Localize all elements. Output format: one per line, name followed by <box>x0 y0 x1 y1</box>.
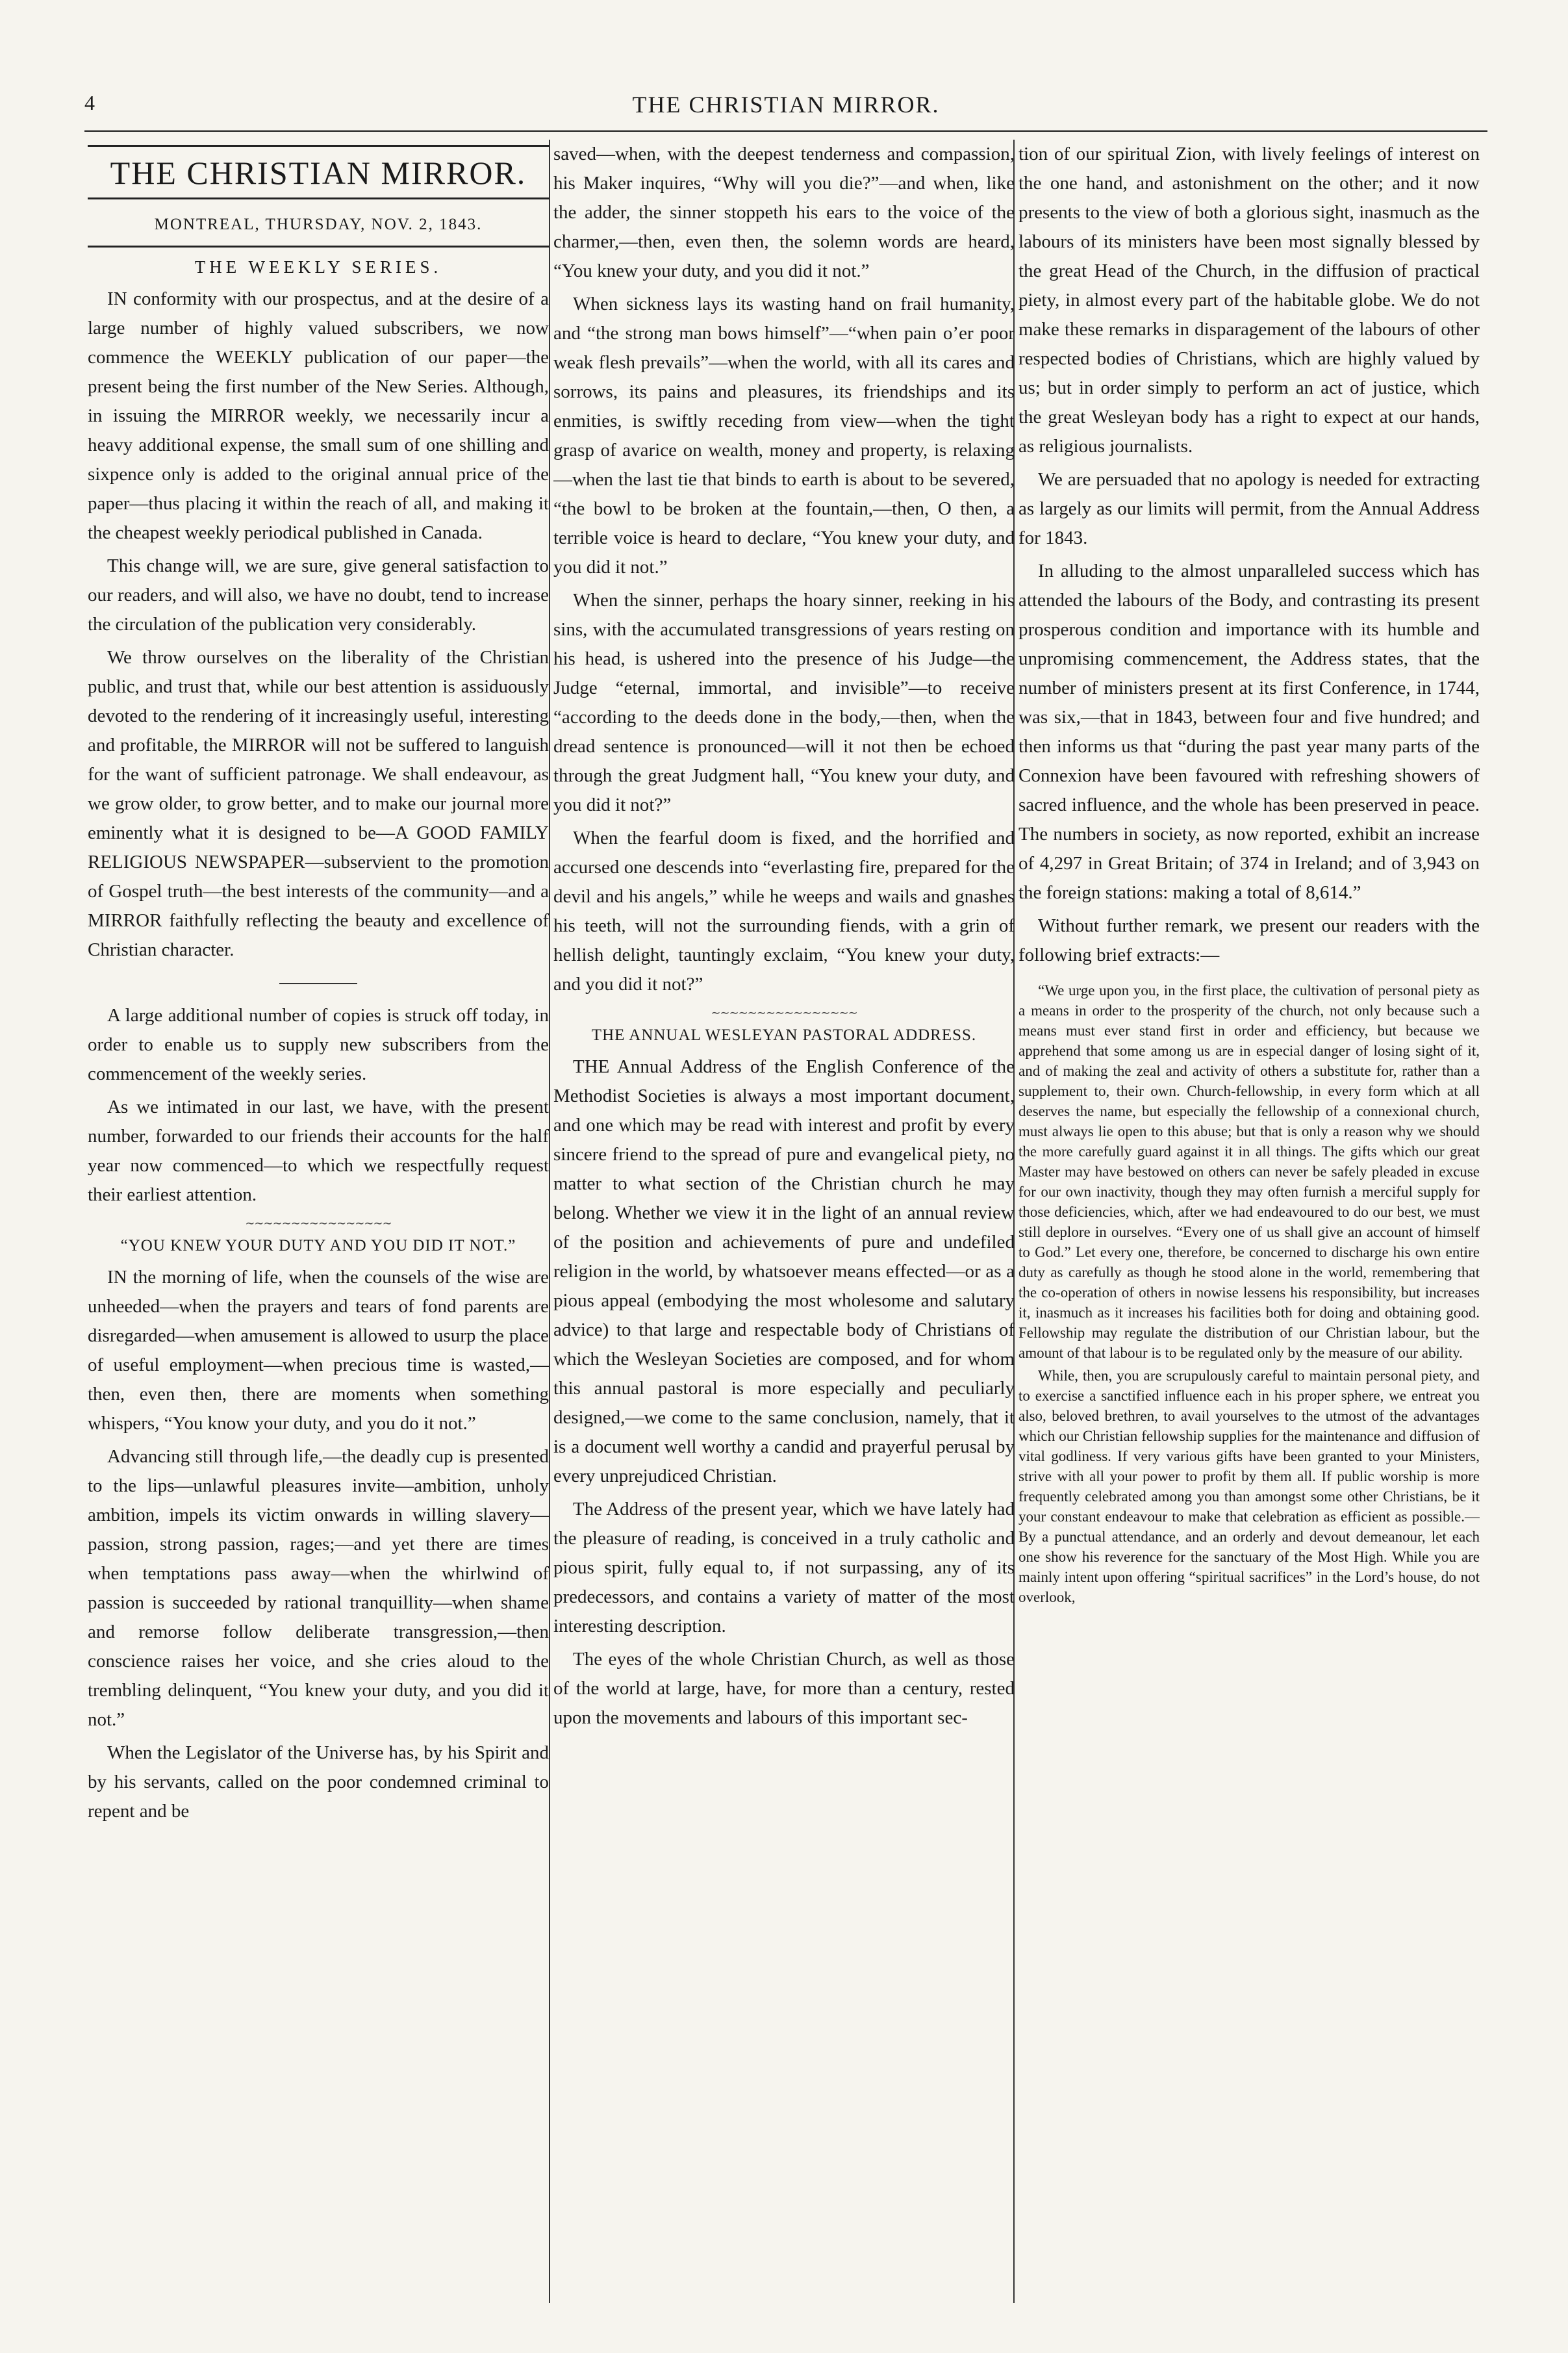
separator-rule <box>279 983 357 984</box>
dateline-rule <box>88 246 549 248</box>
paragraph: Advancing still through life,—the deadly cup is presented to the lips—unlawful pleasures invite—ambition, unholy ambition, impels its victim onwards in willing slavery—passion, strong passion, rages;—and yet there are times when temptations pass away—when the whirlwind of passion is succeeded by rational tranquillity—when shame and remorse follow deliberate transgression,—then conscience raises her voice, and she cries aloud to the trembling delinquent, “You knew your duty, and you did it not.” <box>88 1446 549 1730</box>
paragraph: When sickness lays its wasting hand on frail humanity, and “the strong man bows himself”—“when pain o’er poor weak flesh prevails”—when the world, with all its cares and sorrows, its pains and pleasures, its friendships and its enmities, is swiftly receding from view—when the tight grasp of avarice on wealth, money and property, is relaxing—when the last tie that binds to earth is about to be severed, “the bowl to be broken at the fountain,—then, O then, a terrible voice is heard to declare, “You knew your duty, and you did it not.” <box>553 294 1015 578</box>
header-rule <box>84 130 1487 132</box>
ornamental-rule: ∼∼∼∼∼∼∼∼∼∼∼∼∼∼∼∼ <box>711 1006 857 1019</box>
article-heading: THE ANNUAL WESLEYAN PASTORAL ADDRESS. <box>591 1026 977 1044</box>
paragraph: When the Legislator of the Universe has, by his Spirit and by his servants, called on the poor condemned criminal to repent and be <box>88 1742 549 1822</box>
paragraph: The eyes of the whole Christian Church, as well as those of the world at large, have, for more than a century, rested upon the movements and labours of this important sec- <box>553 1649 1015 1728</box>
page-header <box>84 91 1487 130</box>
column-2 <box>553 140 1015 2303</box>
column-3 <box>1018 140 1480 2303</box>
masthead: THE CHRISTIAN MIRROR. <box>110 155 527 191</box>
column-divider <box>549 140 550 2303</box>
paragraph: We are persuaded that no apology is needed for extracting as largely as our limits will permit, from the Annual Address for 1843. <box>1018 469 1480 548</box>
article-heading: “YOU KNEW YOUR DUTY AND YOU DID IT NOT.” <box>120 1237 516 1254</box>
paragraph: We throw ourselves on the liberality of the Christian public, and trust that, while our best attention is assiduously devoted to the rendering of it increasingly useful, interesting and profitable, the MIRROR will not be suffered to languish for the want of sufficient patronage. We shall endeavour, as we grow older, to grow better, and to make our journal more eminently what it is designed to be—A GOOD FAMILY RELIGIOUS NEWSPAPER—subservient to the promotion of Gospel truth—the best interests of the community—and a MIRROR faithfully reflecting the beauty and excellence of Christian character. <box>88 647 549 960</box>
masthead-rule <box>88 145 549 147</box>
paragraph: When the sinner, perhaps the hoary sinner, reeking in his sins, with the accumulated transgressions of years resting on his head, is ushered into the presence of his Judge—the Judge “eternal, immortal, and invisible”—to receive “according to the deeds done in the body,—then, when the dread sentence is pronounced—will it not then be echoed through the great Judgment hall, “You knew your duty, and you did it not?” <box>553 590 1015 815</box>
paragraph: IN conformity with our prospectus, and at the desire of a large number of highly valued subscribers, we now commence the WEEKLY publication of our paper—the present being the first number of the New Series. Although, in issuing the MIRROR weekly, we necessarily incur a heavy additional expense, the small sum of one shilling and sixpence only is added to the original annual price of the paper—thus placing it within the reach of all, and making it the cheapest weekly periodical published in Canada. <box>88 288 549 543</box>
ornamental-rule: ∼∼∼∼∼∼∼∼∼∼∼∼∼∼∼∼ <box>245 1217 392 1230</box>
paragraph: When the fearful doom is fixed, and the horrified and accursed one descends into “everlasting fire, prepared for the devil and his angels,” while he weeps and wails and gnashes his teeth, will not the surrounding fiends, with a grin of hellish delight, tauntingly exclaim, “You knew your duty, and you did it not?” <box>553 828 1015 995</box>
extract-paragraph: While, then, you are scrupulously careful to maintain personal piety, and to exercise a sanctified influence each in his proper sphere, we entreat you also, beloved brethren, to avail yourselves to the utmost of the advantages which our Christian fellowship supplies for the maintenance and diffusion of vital godliness. If very various gifts have been granted to your Ministers, strive with all your power to profit by them all. If public worship is more frequently celebrated among you than amongst some other Christians, be it your constant endeavour to make that celebration as efficient as possible.—By a punctual attendance, and an orderly and devout demeanour, let each one show his reverence for the sanctuary of the Most High. While you are mainly intent upon offering “spiritual sacrifices” in the Lord’s house, do not overlook, <box>1018 1367 1480 1605</box>
paragraph: saved—when, with the deepest tenderness and compassion, his Maker inquires, “Why will you die?”—and when, like the adder, the sinner stoppeth his ears to the voice of the charmer,—then, even then, the solemn words are heard, “You knew your duty, and you did it not.” <box>553 144 1015 281</box>
extract-block <box>1018 980 1480 1607</box>
column-1 <box>88 140 549 2303</box>
paragraph: A large additional number of copies is struck off today, in order to enable us to supply new subscribers from the commencement of the weekly series. <box>88 1005 549 1084</box>
page-number: 4 <box>84 91 95 114</box>
section-heading: THE WEEKLY SERIES. <box>194 257 442 277</box>
paragraph: The Address of the present year, which we have lately had the pleasure of reading, is conceived in a truly catholic and pious spirit, fully equal to, if not surpassing, any of its predecessors, and contains a variety of matter of the most interesting description. <box>553 1499 1015 1636</box>
paragraph: IN the morning of life, when the counsels of the wise are unheeded—when the prayers and tears of fond parents are disregarded—when amusement is allowed to usurp the place of useful employment—when precious time is wasted,—then, even then, there are moments when something whispers, “You know your duty, and you do it not.” <box>88 1267 549 1434</box>
paragraph: tion of our spiritual Zion, with lively feelings of interest on the one hand, and astonishment on the other; and it now presents to the view of both a glorious sight, inasmuch as the labours of its ministers have been most signally blessed by the great Head of the Church, in the diffusion of practical piety, in almost every part of the habitable globe. We do not make these remarks in disparagement of the labours of other respected bodies of Christians, which are highly valued by us; but in order simply to perform an act of justice, which the great Wesleyan body has a right to expect at our hands, as religious journalists. <box>1018 144 1480 457</box>
dateline: MONTREAL, THURSDAY, NOV. 2, 1843. <box>154 216 483 233</box>
paragraph: As we intimated in our last, we have, with the present number, forwarded to our friends their accounts for the half year now commenced—to which we respectfully request their earliest attention. <box>88 1097 549 1205</box>
running-title: THE CHRISTIAN MIRROR. <box>632 92 940 118</box>
extract-paragraph: “We urge upon you, in the first place, the cultivation of personal piety as a means in order to the prosperity of the church, not only because such a means must ever stand first in order and efficiency, but because we apprehend that some among us are in especial danger of losing sight of it, and of making the zeal and activity of others a substitute for, rather than a supplement to, their own. Church-fellowship, in every form which at all deserves the name, but especially the fellowship of a connexional church, must always lie open to this abuse; but that is only a reason why we should the more carefully guard against it in all things. The gifts which our great Master may have bestowed on others can never be safely pleaded in excuse for our own inactivity, though they may often furnish a merciful supply for those deficiencies, which, after we had endeavoured to do our best, we must still deplore in ourselves. “Every one of us shall give an account of himself to God.” Let every one, therefore, be concerned to discharge his own entire duty as carefully as though he stood alone in the world, remembering that the co-operation of others in nowise lessens his responsibility, but increases it, inasmuch as it increases his facilities both for doing and obtaining good. Fellowship may regulate the distribution of our Christian labour, but the amount of that labour is to be regulated only by the measure of our ability. <box>1018 982 1480 1361</box>
masthead-rule <box>88 197 549 199</box>
paragraph: This change will, we are sure, give general satisfaction to our readers, and will also, we have no doubt, tend to increase the circulation of the publication very considerably. <box>88 555 549 635</box>
paragraph: THE Annual Address of the English Conference of the Methodist Societies is always a most important document, and one which may be read with interest and profit by every sincere friend to the spread of pure and evangelical piety, no matter to what section of the Christian church he may belong. Whether we view it in the light of an annual review of the position and achievements of pure and undefiled religion in the world, by whatsoever means effected—or as a pious appeal (embodying the most wholesome and salutary advice) to that large and respectable body of Christians of which the Wesleyan Societies are composed, and for whom this annual pastoral is more especially and peculiarly designed,—we come to the same conclusion, namely, that it is a document well worthy a candid and prayerful perusal by every unprejudiced Christian. <box>553 1056 1015 1486</box>
paragraph: In alluding to the almost unparalleled success which has attended the labours of the Body, and contrasting its present prosperous condition and importance with its humble and unpromising commencement, the Address states, that the number of ministers present at its first Conference, in 1744, was six,—that in 1843, between four and five hundred; and then informs us that “during the past year many parts of the Connexion have been favoured with refreshing showers of sacred influence, and the whole has been preserved in peace. The numbers in society, as now reported, exhibit an increase of 4,297 in Great Britain; of 374 in Ireland; and of 3,943 on the foreign stations: making a total of 8,614.” <box>1018 561 1480 903</box>
paragraph: Without further remark, we present our readers with the following brief extracts:— <box>1018 915 1480 965</box>
